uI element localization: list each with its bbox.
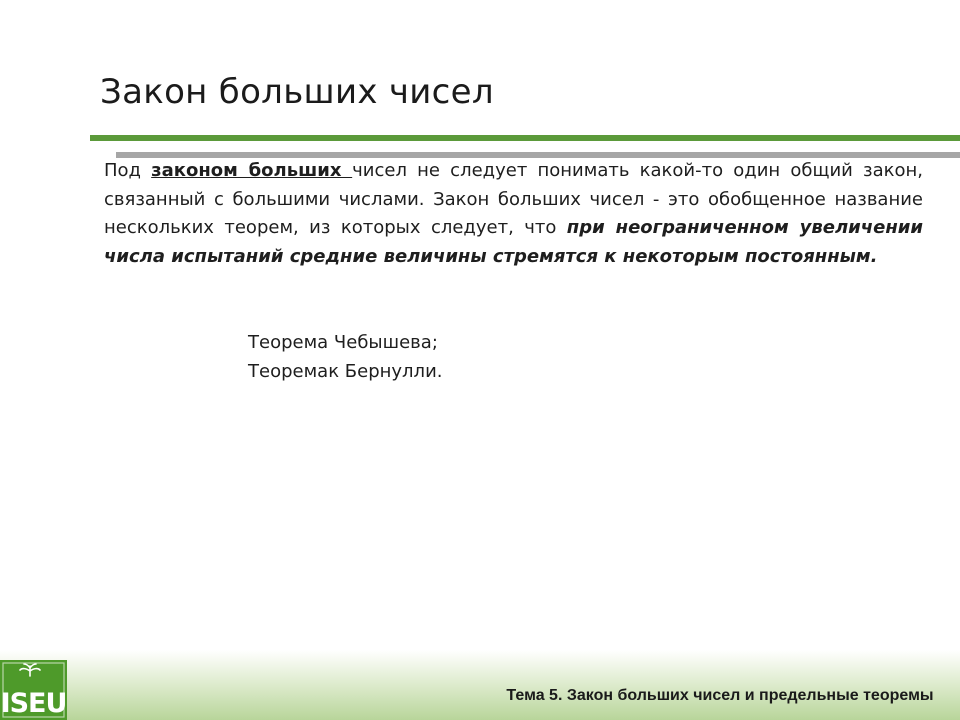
body-paragraph — [104, 157, 923, 271]
paragraph-emphasis: при неограниченном увеличении числа испытаний средние величины стремятся к некоторым постоянным. — [104, 217, 923, 267]
paragraph-lead: Под — [104, 160, 152, 181]
theorem-list — [248, 328, 442, 386]
iseu-logo — [0, 660, 67, 720]
theorem-item-chebyshev: Теорема Чебышева; — [248, 332, 438, 353]
slide-title: Закон больших чисел — [100, 72, 494, 112]
paragraph-middle: чисел не следует понимать какой-то один общий закон, связанный с большими числами. Закон больших чисел - это обобщенное название нескольких теорем, из которых следует, что — [104, 160, 923, 238]
svg-text:ISEU: ISEU — [0, 688, 67, 719]
title-underline-green — [90, 135, 960, 141]
footer-topic: Тема 5. Закон больших чисел и предельные теоремы — [506, 687, 934, 704]
paragraph-term: законом больших — [151, 160, 353, 181]
theorem-item-bernoulli: Теоремак Бернулли. — [248, 361, 443, 382]
